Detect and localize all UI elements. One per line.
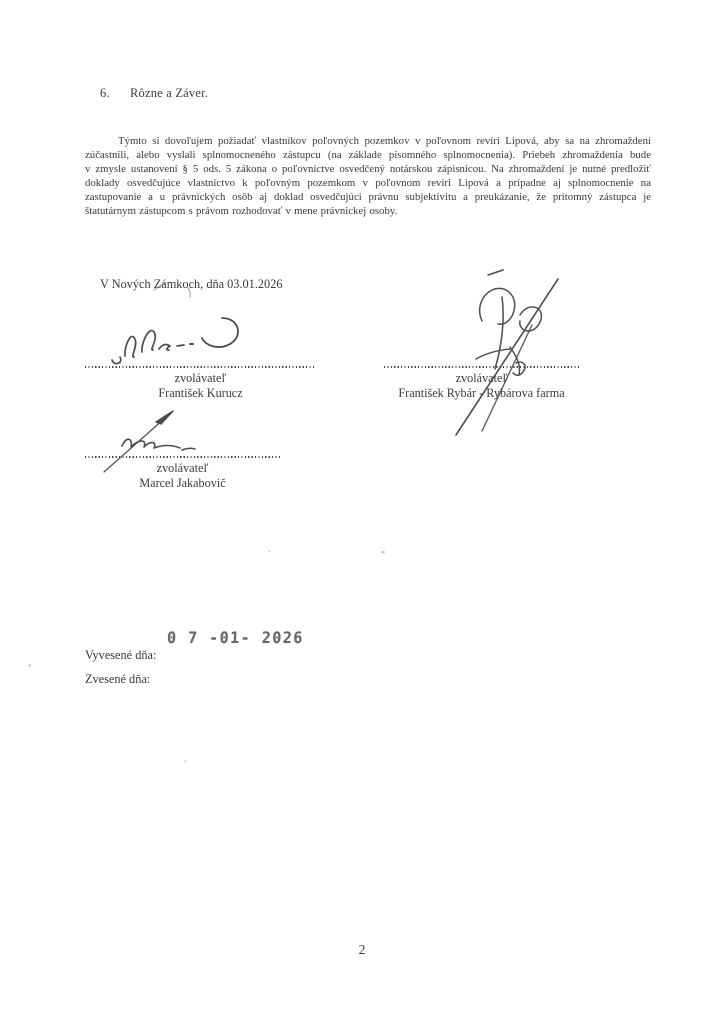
scan-speck: [28, 664, 31, 667]
signature-dotted-line: [85, 366, 316, 368]
signature-scribble-rybar: [420, 263, 585, 448]
section-title: Rôzne a Záver.: [130, 86, 209, 100]
body-paragraph: [85, 134, 651, 220]
paragraph-line: doklady osvedčujúce vlastníctvo k poľovným pozemkom v poľovnom revíri Lipová a prípadne aj splnomocnenie na: [85, 177, 651, 189]
place-date-line: V Nových Zámkoch, dňa 03.01.2026: [100, 277, 283, 291]
signer-role: zvolávateľ: [156, 461, 209, 475]
signer-name: Marcel Jakabovič: [139, 475, 226, 490]
removed-date-label: Zvesené dňa:: [85, 672, 151, 686]
section-heading: [100, 86, 208, 101]
signer-role: zvolávateľ: [174, 371, 227, 385]
scan-speck: [381, 551, 385, 553]
paragraph-line: zúčastnili, alebo vyslali splnomocneného zástupcu (na základe písomného splnomocnenia). Priebeh zhromaždenia bude: [85, 149, 651, 161]
signer-name: František Kurucz: [158, 385, 243, 400]
paragraph-line: zastupovanie a u právnických osôb aj doklad osvedčujúci právnu subjektivitu a preukázanie, že prítomný zástupca je: [85, 191, 651, 203]
date-stamp: 0 7 -01- 2026: [166, 628, 305, 648]
signer-role: zvolávateľ: [455, 371, 508, 385]
paragraph-line: štatutárnym zástupcom s právom rozhodovať v mene právnickej osoby.: [85, 205, 398, 217]
paragraph-line: Týmto si dovoľujem požiadať vlastníkov poľovných pozemkov v poľovnom revíri Lipová, aby sa na zhromaždení: [118, 135, 651, 147]
signature-block-kurucz: [85, 371, 316, 400]
signature-block-rybar: [364, 371, 599, 400]
signature-dotted-line: [85, 456, 280, 458]
signature-block-jakabovic: [85, 461, 280, 490]
page-number: 2: [358, 942, 366, 957]
scan-speck: [268, 550, 271, 552]
scan-speck: [184, 760, 187, 762]
posted-date-label: Vyvesené dňa:: [85, 648, 157, 662]
section-number: 6.: [100, 86, 110, 100]
paragraph-line: v zmysle ustanovení § 5 ods. 5 zákona o poľovníctve osvedčený notárskou zápisnicou. Na zhromaždení je nutné predložiť: [85, 163, 651, 175]
signature-dotted-line: [384, 366, 579, 368]
signature-scribble-kurucz: [92, 280, 267, 372]
signer-name: František Rybár - Rybárova farma: [398, 385, 565, 400]
